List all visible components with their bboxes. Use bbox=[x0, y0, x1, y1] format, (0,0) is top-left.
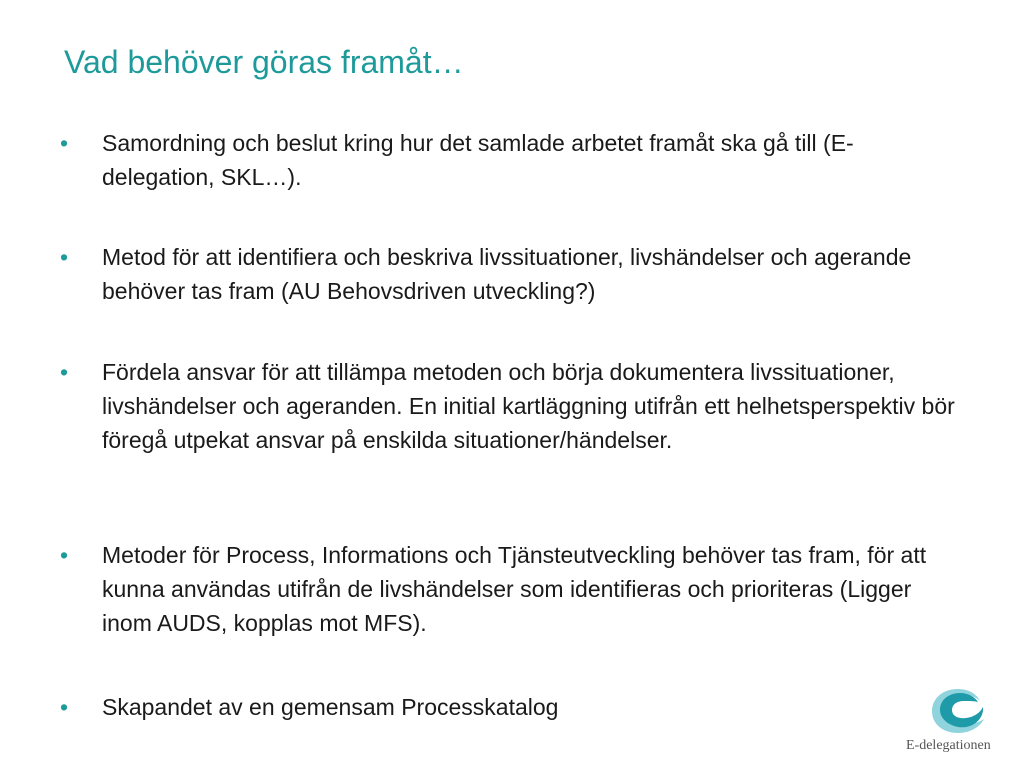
e-delegationen-logo bbox=[900, 685, 1010, 760]
bullet-text: Skapandet av en gemensam Processkatalog bbox=[102, 694, 559, 720]
bullet-text: Fördela ansvar för att tillämpa metoden och börja dokumentera livssituationer, livshändelser och ageranden. En initial kartläggning utifrån ett helhetsperspektiv bör föregå utpekat ansvar på enskilda situationer/händelser. bbox=[102, 359, 955, 453]
bullet-point-icon: • bbox=[60, 542, 69, 568]
bullet-point-icon: • bbox=[60, 130, 69, 156]
slide-title: Vad behöver göras framåt… bbox=[64, 44, 464, 80]
bullet-text: Metoder för Process, Informations och Tjänsteutveckling behöver tas fram, för att kunna användas utifrån de livshändelser som identifieras och prioriteras (Ligger inom AUDS, kopplas mot MFS). bbox=[102, 542, 927, 636]
bullet-text: Samordning och beslut kring hur det samlade arbetet framåt ska gå till (E-delegation, SKL…). bbox=[102, 130, 854, 190]
bullet-point-icon: • bbox=[60, 694, 69, 720]
bullet-point-icon: • bbox=[60, 244, 69, 270]
bullet-point-icon: • bbox=[60, 359, 69, 385]
bullet-text: Metod för att identifiera och beskriva livssituationer, livshändelser och agerande behöver tas fram (AU Behovsdriven utveckling?) bbox=[102, 244, 912, 304]
logo-text: E-delegationen bbox=[906, 738, 991, 753]
e-delegation-swirl-icon bbox=[928, 685, 988, 735]
